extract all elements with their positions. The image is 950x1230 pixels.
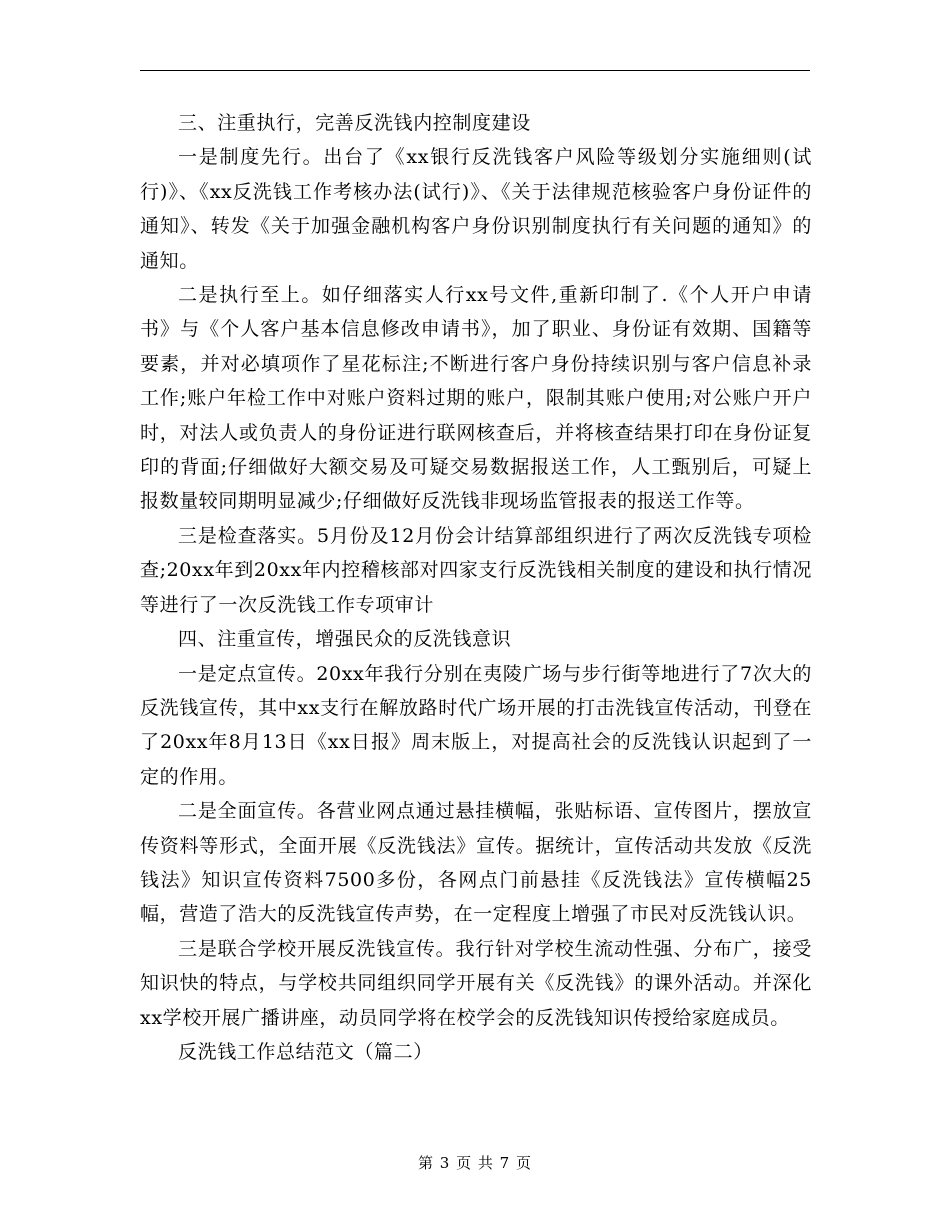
paragraph: 一是制度先行。出台了《xx银行反洗钱客户风险等级划分实施细则(试行)》、《xx反洗钱工作考核办法(试行)》、《关于法律规范核验客户身份证件的通知》、转发《关于加强金融机构客户身份识别制度执行有关问题的通知》的通知。 bbox=[140, 146, 812, 272]
page-number: 第 3 页 共 7 页 bbox=[418, 1154, 532, 1172]
section-heading-4: 四、注重宣传，增强民众的反洗钱意识 bbox=[178, 628, 512, 651]
paragraph: 二是执行至上。如仔细落实人行xx号文件,重新印制了.《个人开户申请书》与《个人客户基本信息修改申请书》，加了职业、身份证有效期、国籍等要素，并对必填项作了星花标注;不断进行客户身份持续识别与客户信息补录工作;账户年检工作中对账户资料过期的账户，限制其账户使用;对公账户开户时，对法人或负责人的身份证进行联网核查后，并将核查结果打印在身份证复印的背面;仔细做好大额交易及可疑交易数据报送工作，人工甄别后，可疑上报数量较同期明显减少;仔细做好反洗钱非现场监管报表的报送工作等。 bbox=[140, 284, 812, 513]
paragraph: 三是联合学校开展反洗钱宣传。我行针对学校生流动性强、分布广，接受知识快的特点，与学校共同组织同学开展有关《反洗钱》的课外活动。并深化xx学校开展广播讲座，动员同学将在校学会的反洗钱知识传授给家庭成员。 bbox=[140, 937, 812, 1029]
document-body bbox=[140, 106, 812, 1069]
article-title: 反洗钱工作总结范文（篇二） bbox=[178, 1040, 433, 1063]
paragraph: 二是全面宣传。各营业网点通过悬挂横幅，张贴标语、宣传图片，摆放宣传资料等形式，全面开展《反洗钱法》宣传。据统计，宣传活动共发放《反洗钱法》知识宣传资料7500多份，各网点门前悬挂《反洗钱法》宣传横幅25幅，营造了浩大的反洗钱宣传声势，在一定程度上增强了市民对反洗钱认识。 bbox=[140, 800, 812, 926]
header-rule bbox=[140, 70, 810, 71]
paragraph: 一是定点宣传。20xx年我行分别在夷陵广场与步行街等地进行了7次大的反洗钱宣传，其中xx支行在解放路时代广场开展的打击洗钱宣传活动，刊登在了20xx年8月13日《xx日报》周末版上，对提高社会的反洗钱认识起到了一定的作用。 bbox=[140, 662, 812, 788]
paragraph: 三是检查落实。5月份及12月份会计结算部组织进行了两次反洗钱专项检查;20xx年到20xx年内控稽核部对四家支行反洗钱相关制度的建设和执行情况等进行了一次反洗钱工作专项审计 bbox=[140, 524, 812, 616]
section-heading-3: 三、注重执行，完善反洗钱内控制度建设 bbox=[178, 112, 531, 134]
